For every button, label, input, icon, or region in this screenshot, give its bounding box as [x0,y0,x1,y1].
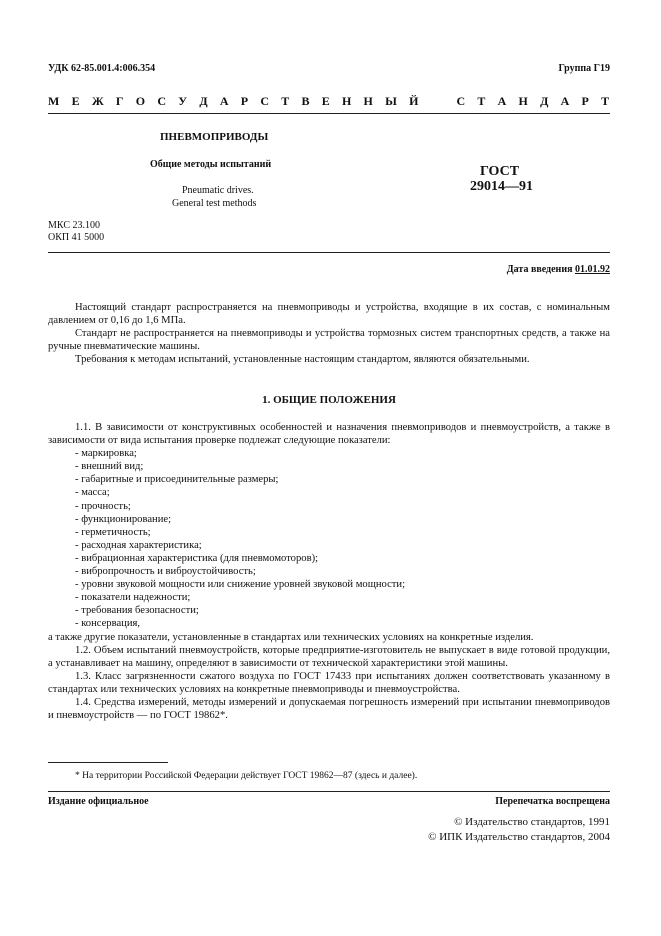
footnote-rule [48,762,168,763]
english-title-line1: Pneumatic drives. [182,185,254,196]
doc-title: ПНЕВМОПРИВОДЫ [160,131,269,143]
banner-letter: Т [477,94,486,108]
reprint-notice: Перепечатка воспрещена [495,796,610,807]
copyright-2004: © ИПК Издательство стандартов, 2004 [428,831,610,843]
list-item: - прочность; [48,500,610,513]
intro-date-value: 01.01.92 [575,264,610,275]
banner-letter: Е [71,94,81,108]
banner-letter: Й [409,94,419,108]
list-item: - габаритные и присоединительные размеры; [48,473,610,486]
banner-letter: А [497,94,507,108]
gost-number: 29014—91 [470,179,533,194]
banner-letter: А [219,94,229,108]
banner-letter: В [301,94,310,108]
clause-1-1: 1.1. В зависимости от конструктивных особенностей и назначения пневмоприводов и пневмоустройств, а также в зависимости от вида испытания проверке подлежат следующие показатели: [48,422,610,447]
intro-text [48,301,610,366]
section-body [48,421,610,722]
clause-1-4: 1.4. Средства измерений, методы измерений и допускаемая погрешность измерений при испытании пневмоприводов и пневмоустройств — по ГОСТ 19862*. [48,696,610,722]
intro-date-label: Дата введения [506,264,573,275]
banner-letter: Д [199,94,209,108]
list-item: - внешний вид; [48,460,610,473]
official-edition: Издание официальное [48,796,149,807]
indicator-list [48,447,610,630]
english-title-line2: General test methods [172,198,257,209]
banner-letter: Н [363,94,374,108]
footnote: * На территории Российской Федерации действует ГОСТ 19862—87 (здесь и далее). [75,771,418,781]
banner-letter [431,94,445,109]
list-item: - уровни звуковой мощности или снижение уровней звуковой мощности; [48,578,610,591]
clause-1-1-end: а также другие показатели, установленные в стандартах или технических условиях на конкретные изделия. [48,631,534,643]
banner-letter: Р [240,94,249,108]
banner-letter: Ж [91,94,105,108]
banner-letter: Н [341,94,352,108]
list-item: - масса; [48,486,610,499]
banner-letter: Т [281,94,290,108]
banner-letter: Т [601,94,610,108]
intro-date [507,264,610,275]
doc-subtitle: Общие методы испытаний [150,159,272,170]
banner-letter: М [48,94,60,108]
section-title: 1. ОБЩИЕ ПОЛОЖЕНИЯ [262,394,396,406]
intro-paragraph: Стандарт не распространяется на пневмоприводы и устройства тормозных систем транспортных средств, а также на ручные пневматические машины. [48,328,610,353]
banner-letter: С [157,94,167,108]
udk-code: УДК 62-85.001.4:006.354 [48,63,156,74]
gost-label: ГОСТ [480,164,520,179]
banner-letter: Г [115,94,125,108]
banner-rule [48,113,610,114]
banner-letter: С [260,94,270,108]
list-item: - показатели надежности; [48,591,610,604]
list-item: - маркировка; [48,447,610,460]
list-item: - функционирование; [48,513,610,526]
mks-code: МКС 23.100 [48,220,100,231]
okp-code: ОКП 41 5000 [48,232,105,243]
list-item: - консервация, [48,617,610,630]
list-item: - вибрационная характеристика (для пневмомоторов); [48,552,610,565]
standard-banner [48,94,610,109]
banner-letter: О [135,94,146,108]
list-item: - расходная характеристика; [48,539,610,552]
clause-1-3: 1.3. Класс загрязненности сжатого воздуха по ГОСТ 17433 при испытаниях должен соответствовать указанному в стандартах или технических условиях на конкретные пневмоприводы и пневмоустройства. [48,670,610,695]
banner-letter: У [178,94,188,108]
clause-1-2: 1.2. Объем испытаний пневмоустройств, которые предприятие-изготовитель не выпускает в виде готовой продукции, а устанавливает на машину, определяют в зависимости от технической характеристики этой машины. [48,644,610,669]
banner-letter: Н [518,94,529,108]
group-code: Группа Г19 [558,63,610,74]
copyright-1991: © Издательство стандартов, 1991 [454,816,610,828]
intro-paragraph: Настоящий стандарт распространяется на пневмоприводы и устройства, входящие в их состав, с номинальным давлением от 0,16 до 1,6 МПа. [48,302,610,327]
intro-paragraph: Требования к методам испытаний, установленные настоящим стандартом, являются обязательными. [75,354,530,366]
banner-letter: Ы [385,94,398,108]
title-rule [48,252,610,253]
footer-rule [48,791,610,792]
banner-letter: Р [581,94,590,108]
banner-letter: Е [321,94,331,108]
banner-letter: А [560,94,570,108]
list-item: - требования безопасности; [48,604,610,617]
banner-letter: Д [540,94,549,108]
list-item: - герметичность; [48,526,610,539]
list-item: - вибропрочность и виброустойчивость; [48,565,610,578]
banner-letter: С [456,94,466,108]
